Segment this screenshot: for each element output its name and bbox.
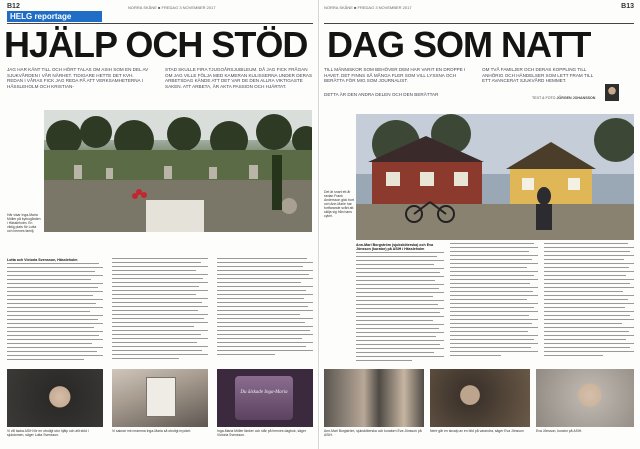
left-page bbox=[0, 0, 319, 449]
body-column-2 bbox=[112, 258, 208, 366]
photo-caption: Här visar Inga-Maria Möller på kyrkogården i Hässleholm. En viktig plats för Lotta och hennes familj. bbox=[7, 213, 41, 233]
page-number: B13 bbox=[621, 3, 634, 10]
house-photo bbox=[356, 114, 634, 240]
byline-label: TEXT & FOTO bbox=[532, 96, 556, 100]
cemetery-photo bbox=[44, 110, 312, 232]
section-tag: HELG reportage bbox=[7, 11, 102, 22]
body-column-1 bbox=[356, 243, 444, 367]
thumb-caption-2: Nere går en skvalp av en bild på varandra, säger Eva Jönsson bbox=[430, 429, 524, 433]
photo-family bbox=[430, 369, 530, 427]
lede-column-2: STAD SKULLE FIRA TJUGOÅRSJUBILEUM. DÅ JAG FICK FRÅGAN OM JAG VILLE FÖLJA MED KAMERAN KULISSERNA UNDER DERAS ARBETSDAG KÄNDE ATT DET VAR DE DEN ALLRA VIKTIGASTE SAKEN. ATT ARBETA, ÄR AKTA PASSION OCH HJÄRTAT. bbox=[165, 67, 313, 89]
lede-tail: DETTA ÄR DEN ANDRA DELEN OCH DEN BERÄTTAR bbox=[324, 92, 439, 97]
running-head: NORRA SKÅNE ■ FREDAG 3 NOVEMBER 2017 bbox=[324, 5, 412, 10]
picture-frame bbox=[146, 377, 176, 417]
portrait-lotta bbox=[7, 369, 103, 427]
headline-left: HJÄLP OCH STÖD bbox=[4, 24, 308, 65]
right-page bbox=[320, 0, 640, 449]
body-column-1 bbox=[7, 258, 103, 366]
body-column-3 bbox=[217, 258, 313, 366]
cemetery-illustration bbox=[44, 110, 312, 232]
photo-framed-picture bbox=[112, 369, 208, 427]
lede-column-1: TILL MÄNNISKOR SOM BEHÖVER DEM HAR VARIT EN DROPPE I HAVET. DET FINNS SÅ MÅNGA FLER SOM VILL LYSSNA OCH BERÄTTA FÖR MIG SOM JOURNALIST. bbox=[324, 67, 466, 84]
lede-column-2: OM TVÅ FAMILJER OCH DERAS KOPPLING TILL ANHÖRIG OCH HÄNDELSER SOM LETT FRAM TILL ETT AVANCERAT SJUKVÅRD HEMMET. bbox=[482, 67, 593, 84]
running-head: NORRA SKÅNE ■ FREDAG 3 NOVEMBER 2017 bbox=[128, 5, 216, 10]
thumb-caption-3: Inga-Maria Möller tänker och står på hennes dagbok, säger Victoria Svensson. bbox=[217, 429, 306, 437]
photo-caption: Det är snart ett år sedan Frank Andersson gick bort och Ann-Marie har fortfarande svårt att skilja sig från hans cykel. bbox=[324, 190, 354, 218]
page-number: B12 bbox=[7, 3, 20, 10]
byline-name: JÖRGEN JOHANSSON bbox=[556, 96, 596, 100]
photo-memorial-card bbox=[217, 369, 313, 427]
thumb-caption-3: Eva Jönsson, kurator på ASIH. bbox=[536, 429, 583, 433]
portrait-eva bbox=[536, 369, 634, 427]
lede-column-1: JAG HAR KÄNT TILL OCH HÖRT TALAS OM ASIH SOM EN DEL AV SJUKVÅRDEN I VÅR NÄRHET. TIDIGARE HETTE DET KVH. REDAN I VÅRAS FICK JAG REDA PÅ ATT VERKSAMHETERNA I HÄSSLEHOLM OCH KRISTIAN- bbox=[7, 67, 149, 89]
body-column-2 bbox=[450, 243, 538, 367]
body-lead: Lotta och Victoria Svensson, Hässleholm bbox=[7, 258, 78, 262]
thumb-caption-2: Vi saknar min mamma Inga-Maria så otroligt mycket. bbox=[112, 429, 192, 433]
thumb-caption-1: Vi vill tacka ASIH för en otroligt stor hjälp och allt stöd i sjukdomen, säger Lotta Svensson. bbox=[7, 429, 89, 437]
house-illustration bbox=[356, 114, 634, 240]
thumb-caption-1: Ann-Marl Borgström, sjuksköterska och kuratorn Eva Jönsson på ASIH. bbox=[324, 429, 422, 437]
reporter-avatar bbox=[605, 84, 619, 101]
portrait-staff-pair bbox=[324, 369, 424, 427]
memorial-card: Du älskade Inga-Maria bbox=[235, 376, 293, 420]
byline bbox=[532, 96, 595, 100]
body-lead: Ann-Marl Borgström (sjuksköterska) och Eva Jönsson (kurator) på ASIH i Hässleholm bbox=[356, 243, 434, 251]
headline-right: DAG SOM NATT bbox=[327, 24, 591, 65]
body-column-3 bbox=[544, 243, 634, 367]
